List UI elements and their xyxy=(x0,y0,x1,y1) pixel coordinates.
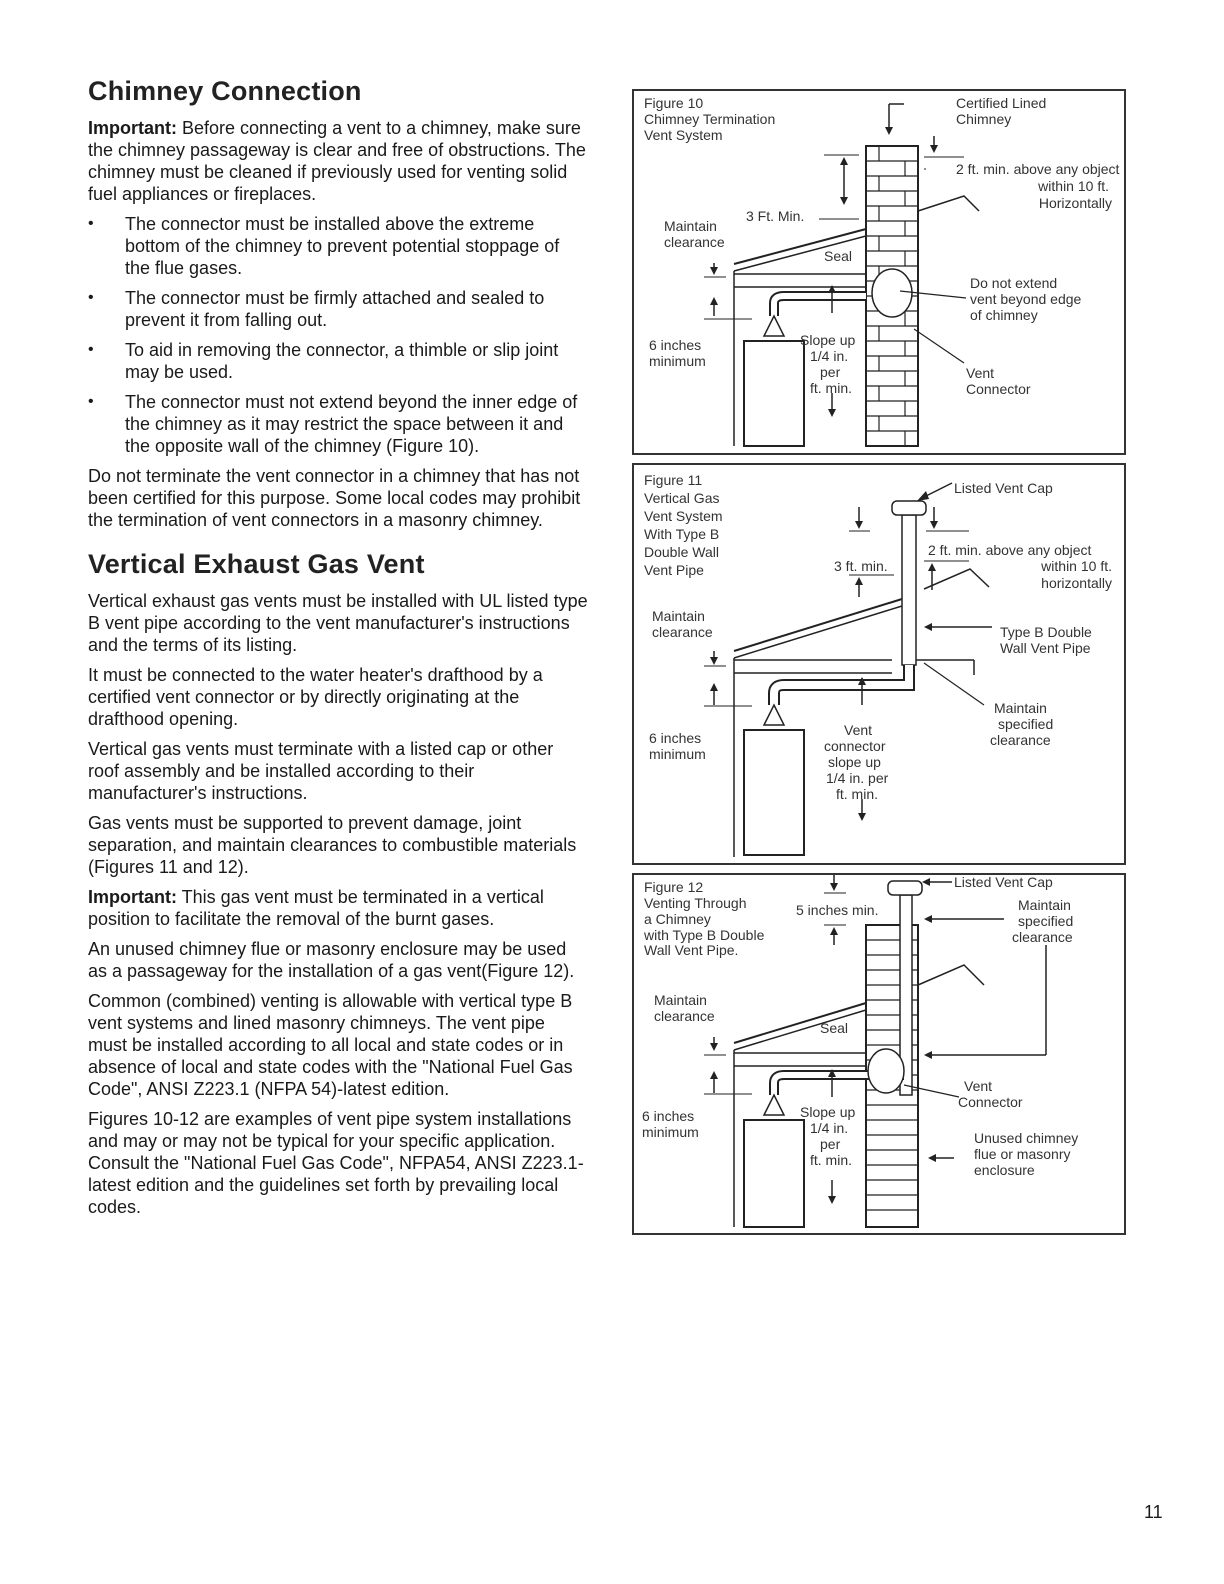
do-not-extend-label: of chimney xyxy=(970,307,1038,323)
paragraph: Common (combined) venting is allowable with vertical type B vent systems and lined masonry chimneys. The vent pipe must be installed according to all local and state codes or in absence of local and state codes with the "National Fuel Gas Code", ANSI Z223.1 (NFPA 54)-latest edition. xyxy=(88,991,573,1099)
figure-12-title-line: Venting Through xyxy=(644,895,747,911)
figure-11-title-line: Double Wall xyxy=(644,544,719,560)
maintain-specified-label: Maintain xyxy=(994,700,1047,716)
figure-10-title-line: Chimney Termination xyxy=(644,111,776,127)
drafthood xyxy=(764,705,784,725)
type-b-vent-pipe xyxy=(902,515,916,665)
listed-vent-cap-label: Listed Vent Cap xyxy=(954,875,1053,890)
list-item-text: The connector must be firmly attached and sealed to prevent it from falling out. xyxy=(125,288,545,330)
bullet-icon: • xyxy=(88,393,94,410)
bullet-icon: • xyxy=(88,215,94,232)
six-inches-label: 6 inches xyxy=(642,1108,695,1124)
maintain-specified-label: specified xyxy=(1018,913,1074,929)
slope-label: 1/4 in. xyxy=(810,1120,849,1136)
figure-11 xyxy=(632,463,1126,865)
maintain-clearance-label: Maintain xyxy=(652,608,705,624)
do-not-extend-label: Do not extend xyxy=(970,275,1058,291)
slope-label: 1/4 in. xyxy=(810,348,849,364)
slope-label: Slope up xyxy=(800,1104,856,1120)
list-item-text: The connector must not extend beyond the inner edge of the chimney as it may restrict the space between it and the opposite wall of the chimney (Figure 10). xyxy=(125,392,578,456)
figure-10 xyxy=(632,89,1126,455)
figure-12-title: Figure 12 xyxy=(644,879,704,895)
two-ft-label: 2 ft. min. above any object xyxy=(928,542,1092,558)
two-ft-label: 2 ft. min. above any object xyxy=(956,161,1120,177)
seal-label: Seal xyxy=(824,248,853,264)
vent-connector-label: ft. min. xyxy=(836,786,879,802)
list-item-text: The connector must be installed above the extreme bottom of the chimney to prevent potential stoppage of the flue gases. xyxy=(125,214,560,278)
vent-connector-label: Connector xyxy=(966,381,1031,397)
connector-bullet-list xyxy=(88,213,588,457)
six-inches-label: minimum xyxy=(642,1124,699,1140)
paragraph: An unused chimney flue or masonry enclosure may be used as a passageway for the installation of a gas vent(Figure 12). xyxy=(88,939,575,981)
two-ft-label: horizontally xyxy=(1041,575,1112,591)
type-b-label: Type B Double xyxy=(1000,624,1092,640)
important-text: Before connecting a vent to a chimney, make sure the chimney passageway is clear and free of obstructions. The chimney must be cleaned if previously used for venting solid fuel appliances or fireplaces. xyxy=(88,118,586,204)
unused-chimney-label: Unused chimney xyxy=(974,1130,1079,1146)
maintain-clearance-label: clearance xyxy=(654,1008,715,1024)
figure-11-title-line: Vent System xyxy=(644,508,723,524)
figure-11-diagram xyxy=(634,465,1124,863)
water-heater xyxy=(744,1120,804,1227)
three-ft-label: 3 Ft. Min. xyxy=(746,208,805,224)
page-number: 11 xyxy=(1144,1502,1163,1522)
two-ft-label: within 10 ft. xyxy=(1038,178,1109,194)
maintain-clearance-label: clearance xyxy=(664,234,725,250)
chimney-connection-heading: Chimney Connection xyxy=(88,76,362,106)
type-b-label: Wall Vent Pipe xyxy=(1000,640,1091,656)
left-column xyxy=(88,76,588,1226)
list-item xyxy=(88,287,588,331)
paragraph: It must be connected to the water heater's drafthood by a certified vent connector or by directly originating at the drafthood opening. xyxy=(88,665,543,729)
slope-label: per xyxy=(820,1136,841,1152)
vent-connector-label: slope up xyxy=(828,754,881,770)
do-not-extend-label: vent beyond edge xyxy=(970,291,1082,307)
important-label: Important: xyxy=(88,118,177,138)
slope-label: ft. min. xyxy=(810,1152,853,1168)
six-inches-label: 6 inches xyxy=(649,337,702,353)
unused-chimney-label: enclosure xyxy=(974,1162,1035,1178)
slope-label: ft. min. xyxy=(810,380,853,396)
two-ft-label: within 10 ft. xyxy=(1041,558,1112,574)
figure-10-diagram xyxy=(634,91,1124,453)
bullet-icon: • xyxy=(88,289,94,306)
figure-12-title-line: a Chimney xyxy=(644,911,711,927)
three-ft-label: 3 ft. min. xyxy=(834,558,888,574)
maintain-specified-label: specified xyxy=(998,716,1054,732)
important-label: Important: xyxy=(88,887,177,907)
bullet-icon: • xyxy=(88,341,94,358)
seal-thimble xyxy=(872,269,912,317)
drafthood xyxy=(764,316,784,336)
important-paragraph-1 xyxy=(88,117,588,205)
vent-cap xyxy=(892,501,926,515)
figure-10-title-line: Vent System xyxy=(644,127,723,143)
vertical-exhaust-heading: Vertical Exhaust Gas Vent xyxy=(88,549,425,579)
vent-connector-label: Connector xyxy=(958,1094,1023,1110)
figure-11-title-line: Vent Pipe xyxy=(644,562,704,578)
water-heater xyxy=(744,341,804,446)
figure-11-title-line: Vertical Gas xyxy=(644,490,720,506)
vent-cap xyxy=(888,881,922,895)
list-item-text: To aid in removing the connector, a thimble or slip joint may be used. xyxy=(125,340,559,382)
two-ft-label: Horizontally xyxy=(1038,195,1112,211)
maintain-specified-label: Maintain xyxy=(1018,897,1071,913)
paragraph: Vertical gas vents must terminate with a listed cap or other roof assembly and be installed according to their manufacturer's instructions. xyxy=(88,739,554,803)
certified-lined-label: Chimney xyxy=(956,111,1012,127)
seal-label: Seal xyxy=(820,1020,849,1036)
drafthood xyxy=(764,1095,784,1115)
figure-12-title-line: with Type B Double xyxy=(644,927,765,943)
maintain-specified-label: clearance xyxy=(1012,929,1073,945)
figure-11-title: Figure 11 xyxy=(644,472,703,488)
unused-chimney-label: flue or masonry xyxy=(974,1146,1071,1162)
figure-12 xyxy=(632,873,1126,1235)
list-item xyxy=(88,339,588,383)
important-text: This gas vent must be terminated in a vertical position to facilitate the removal of the burnt gases. xyxy=(88,887,544,929)
six-inches-label: minimum xyxy=(649,746,706,762)
figure-12-diagram xyxy=(634,875,1124,1233)
important-paragraph-2 xyxy=(88,886,588,930)
list-item xyxy=(88,391,588,457)
vent-connector-label: Vent xyxy=(966,365,995,381)
paragraph: Gas vents must be supported to prevent damage, joint separation, and maintain clearances to combustible materials (Figures 11 and 12). xyxy=(88,813,577,877)
certified-lined-label: Certified Lined xyxy=(956,95,1047,111)
figure-10-title: Figure 10 xyxy=(644,95,704,111)
vent-connector-label: connector xyxy=(824,738,886,754)
vent-connector-label: Vent xyxy=(844,722,873,738)
paragraph: Figures 10-12 are examples of vent pipe system installations and may or may not be typical for your specific application. Consult the "National Fuel Gas Code", NFPA54, ANSI Z223.1-latest edition and the guidelines set forth by prevailing local codes. xyxy=(88,1109,584,1217)
paragraph: Vertical exhaust gas vents must be installed with UL listed type B vent pipe according to the vent manufacturer's instructions and the terms of its listing. xyxy=(88,591,588,655)
list-item xyxy=(88,213,588,279)
figure-11-title-line: With Type B xyxy=(644,526,720,542)
maintain-clearance-label: Maintain xyxy=(664,218,717,234)
maintain-specified-label: clearance xyxy=(990,732,1051,748)
five-inches-label: 5 inches min. xyxy=(796,902,879,918)
slope-label: Slope up xyxy=(800,332,856,348)
paragraph: Do not terminate the vent connector in a chimney that has not been certified for this purpose. Some local codes may prohibit the termination of vent connectors in a masonry chimney. xyxy=(88,466,581,530)
slope-label: per xyxy=(820,364,841,380)
figure-12-title-line: Wall Vent Pipe. xyxy=(644,942,739,958)
listed-vent-cap-label: Listed Vent Cap xyxy=(954,480,1053,496)
six-inches-label: 6 inches xyxy=(649,730,702,746)
maintain-clearance-label: clearance xyxy=(652,624,713,640)
maintain-clearance-label: Maintain xyxy=(654,992,707,1008)
vent-connector-label: 1/4 in. per xyxy=(826,770,889,786)
water-heater xyxy=(744,730,804,855)
seal-thimble xyxy=(868,1049,904,1093)
figures-column xyxy=(632,89,1126,1243)
six-inches-label: minimum xyxy=(649,353,706,369)
vent-connector-label: Vent xyxy=(964,1078,993,1094)
